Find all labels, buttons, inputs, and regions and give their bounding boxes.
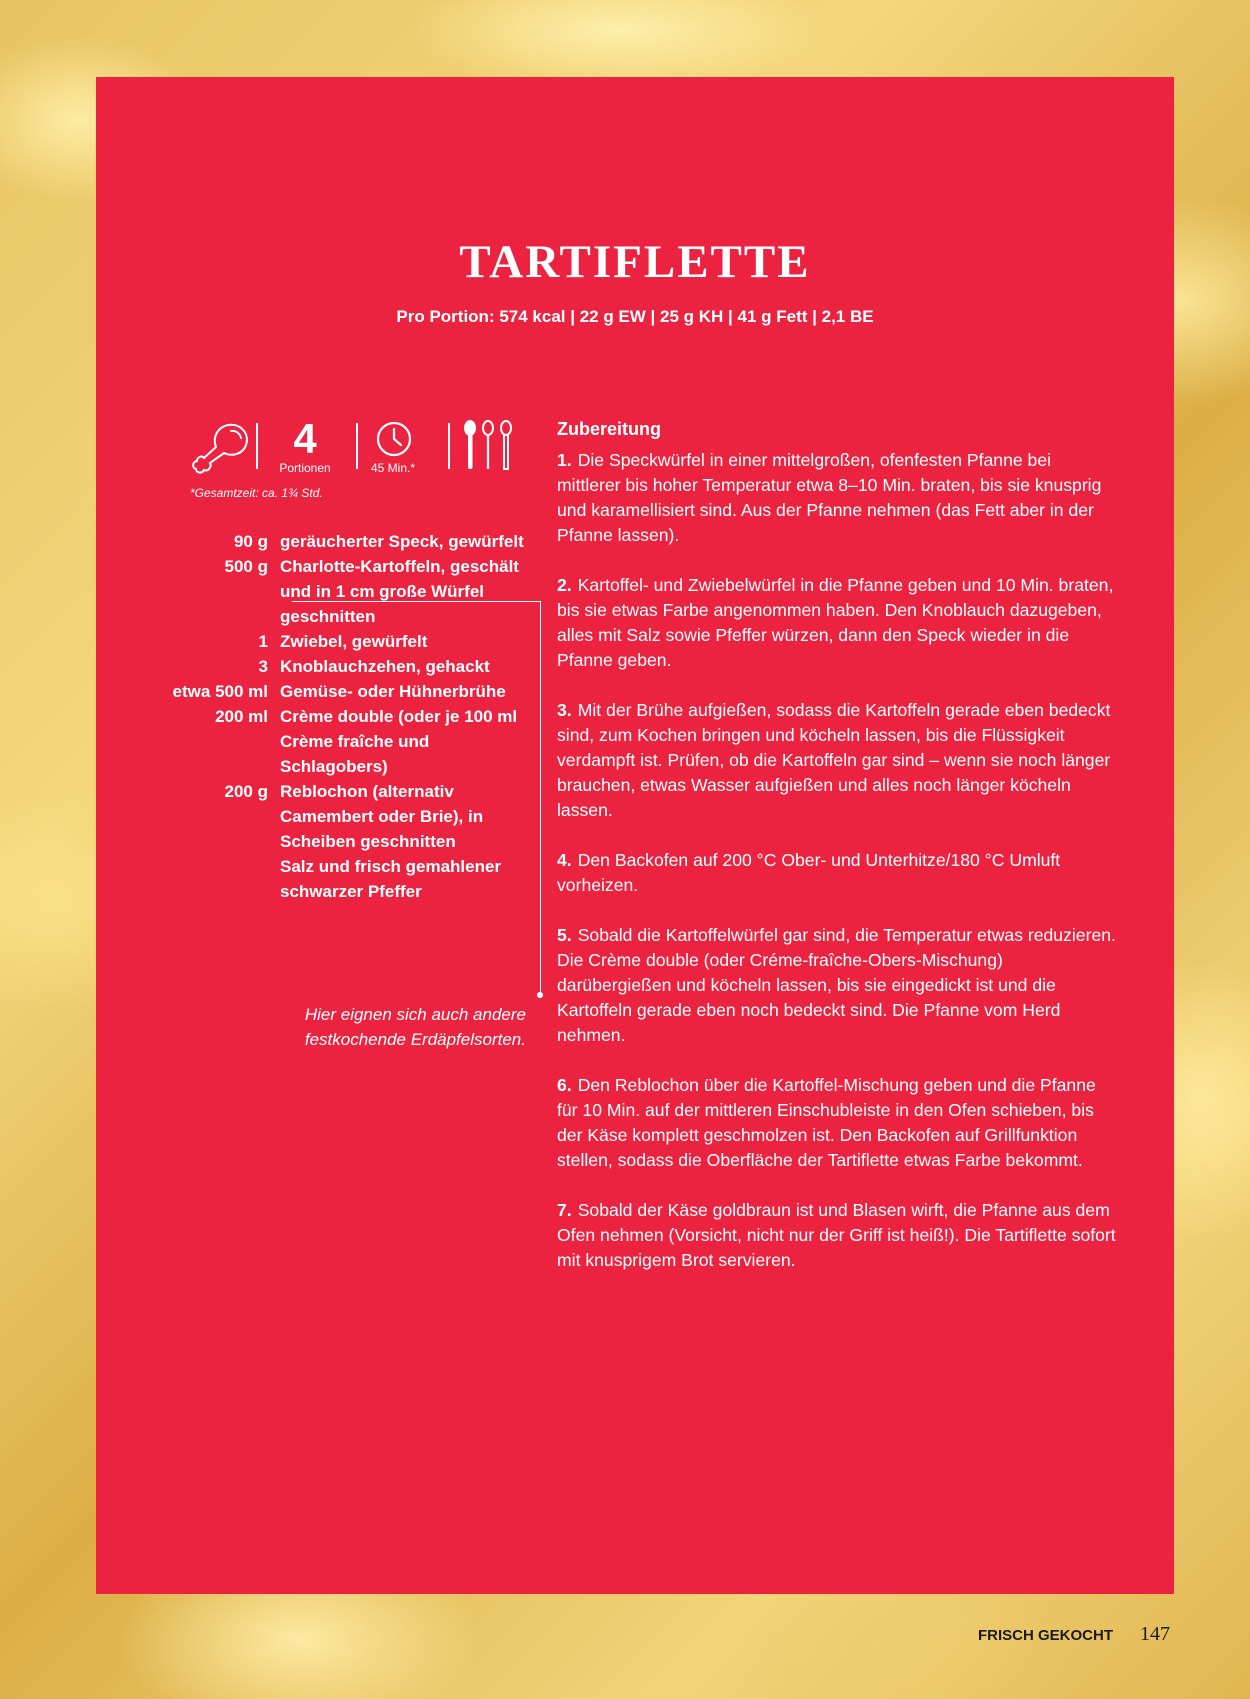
step-number: 6.: [557, 1075, 572, 1095]
step-text: Sobald die Kartoffelwürfel gar sind, die Temperatur etwas reduzieren. Die Crème double (oder Créme-fraîche-Obers-Mischung) darübergießen und köcheln lassen, bis sie eingedickt ist und die Kartoffeln gerade eben noch bedeckt sind. Die Pfanne vom Herd nehmen.: [557, 925, 1116, 1045]
ingredient-quantity: 500 g: [224, 557, 268, 576]
step-text: Den Backofen auf 200 °C Ober- und Unterhitze/180 °C Umluft vorheizen.: [557, 850, 1061, 895]
preparation-step: [557, 1073, 1117, 1173]
ingredient-name: Reblochon (alternativ Camembert oder Brie), in Scheiben geschnitten: [280, 782, 484, 851]
ingredient-name: Gemüse- oder Hühnerbrühe: [280, 682, 506, 701]
step-number: 5.: [557, 925, 572, 945]
hint-connector: [540, 601, 541, 994]
ingredient-name: Charlotte-Kartoffeln, geschält und in 1 cm große Würfel geschnitten: [280, 557, 519, 626]
ingredient-quantity: 200 g: [224, 782, 268, 801]
step-text: Mit der Brühe aufgießen, sodass die Kartoffeln gerade eben bedeckt sind, zum Kochen bringen und köcheln lassen, bis die Flüssigkeit verdampft ist. Prüfen, ob die Kartoffeln gar sind – wenn sie noch länger brauchen, etwas Wasser aufgießen und alles noch länger köcheln lassen.: [557, 700, 1111, 820]
preparation-step: [557, 1198, 1117, 1273]
ingredient-row: [96, 629, 536, 654]
ingredient-row: [96, 779, 536, 854]
clock-icon: [376, 421, 412, 462]
step-number: 7.: [557, 1200, 572, 1220]
preparation-heading: Zubereitung: [557, 419, 661, 439]
preparation-step: [557, 448, 1117, 548]
preparation-step: [557, 848, 1117, 898]
step-text: Kartoffel- und Zwiebelwürfel in die Pfanne geben und 10 Min. braten, bis sie etwas Farbe angenommen haben. Den Knoblauch dazugeben, alles mit Salz sowie Pfeffer würzen, dann den Speck wieder in die Pfanne geben.: [557, 575, 1114, 670]
recipe-card: [96, 77, 1174, 1594]
portions-label: Portionen: [279, 461, 331, 475]
drumstick-icon: [190, 419, 252, 480]
ingredient-quantity: 3: [258, 657, 268, 676]
ingredient-row: [96, 679, 536, 704]
ingredient-name: Knoblauchzehen, gehackt: [280, 657, 490, 676]
step-text: Die Speckwürfel in einer mittelgroßen, ofenfesten Pfanne bei mittlerer bis hoher Temperatur etwa 8–10 Min. braten, bis sie knusprig und karamellisiert sind. Aus der Pfanne nehmen (das Fett aber in der Pfanne lassen).: [557, 450, 1102, 545]
preparation-step: [557, 573, 1117, 673]
ingredient-quantity: [96, 854, 280, 904]
hint-connector-dot: [537, 992, 543, 998]
preparation-step: [557, 698, 1117, 823]
ingredient-row: [96, 704, 536, 779]
meta-separator: [256, 423, 258, 469]
hint-note: Hier eignen sich auch andere festkochende Erdäpfelsorten.: [304, 1005, 526, 1049]
hint-connector: [292, 601, 540, 602]
time-label: 45 Min.*: [370, 461, 416, 475]
ingredient-row: [96, 529, 536, 554]
step-text: Sobald der Käse goldbraun ist und Blasen wirft, die Pfanne aus dem Ofen nehmen (Vorsicht, nicht nur der Griff ist heiß!). Die Tartiflette sofort mit knusprigem Brot servieren.: [557, 1200, 1116, 1270]
total-time-note: *Gesamtzeit: ca. 1¾ Std.: [190, 486, 323, 500]
ingredient-name: Salz und frisch gemahlener schwarzer Pfeffer: [280, 857, 502, 901]
ingredient-name: Crème double (oder je 100 ml Crème fraîche und Schlagobers): [280, 707, 518, 776]
step-text: Den Reblochon über die Kartoffel-Mischung geben und die Pfanne für 10 Min. auf der mittleren Einschubleiste in den Ofen schieben, bis der Käse komplett geschmolzen ist. Den Backofen auf Grillfunktion stellen, sodass die Oberfläche der Tartiflette etwas Farbe bekommt.: [557, 1075, 1096, 1170]
step-number: 2.: [557, 575, 572, 595]
ingredient-list: [96, 529, 536, 904]
meta-separator: [448, 423, 450, 469]
page-number: 147: [1140, 1623, 1170, 1645]
footer-brand: FRISCH GEKOCHT: [978, 1627, 1113, 1644]
step-number: 3.: [557, 700, 572, 720]
step-number: 4.: [557, 850, 572, 870]
portions-number: 4: [293, 415, 317, 462]
ingredient-name: Zwiebel, gewürfelt: [280, 632, 428, 651]
preparation-section: [557, 417, 1117, 1298]
ingredient-name: geräucherter Speck, gewürfelt: [280, 532, 524, 551]
cutlery-icon: [460, 419, 516, 476]
ingredient-quantity: etwa 500 ml: [172, 682, 268, 701]
nutrition-info: Pro Portion: 574 kcal | 22 g EW | 25 g KH | 41 g Fett | 2,1 BE: [396, 307, 874, 326]
ingredient-quantity: 1: [258, 632, 268, 651]
step-number: 1.: [557, 450, 572, 470]
ingredient-row: [96, 654, 536, 679]
ingredient-row: [96, 554, 536, 629]
ingredient-quantity: 200 ml: [215, 707, 268, 726]
recipe-title: TARTIFLETTE: [459, 236, 811, 288]
ingredient-quantity: 90 g: [233, 532, 268, 551]
ingredient-row: [96, 854, 536, 904]
preparation-step: [557, 923, 1117, 1048]
